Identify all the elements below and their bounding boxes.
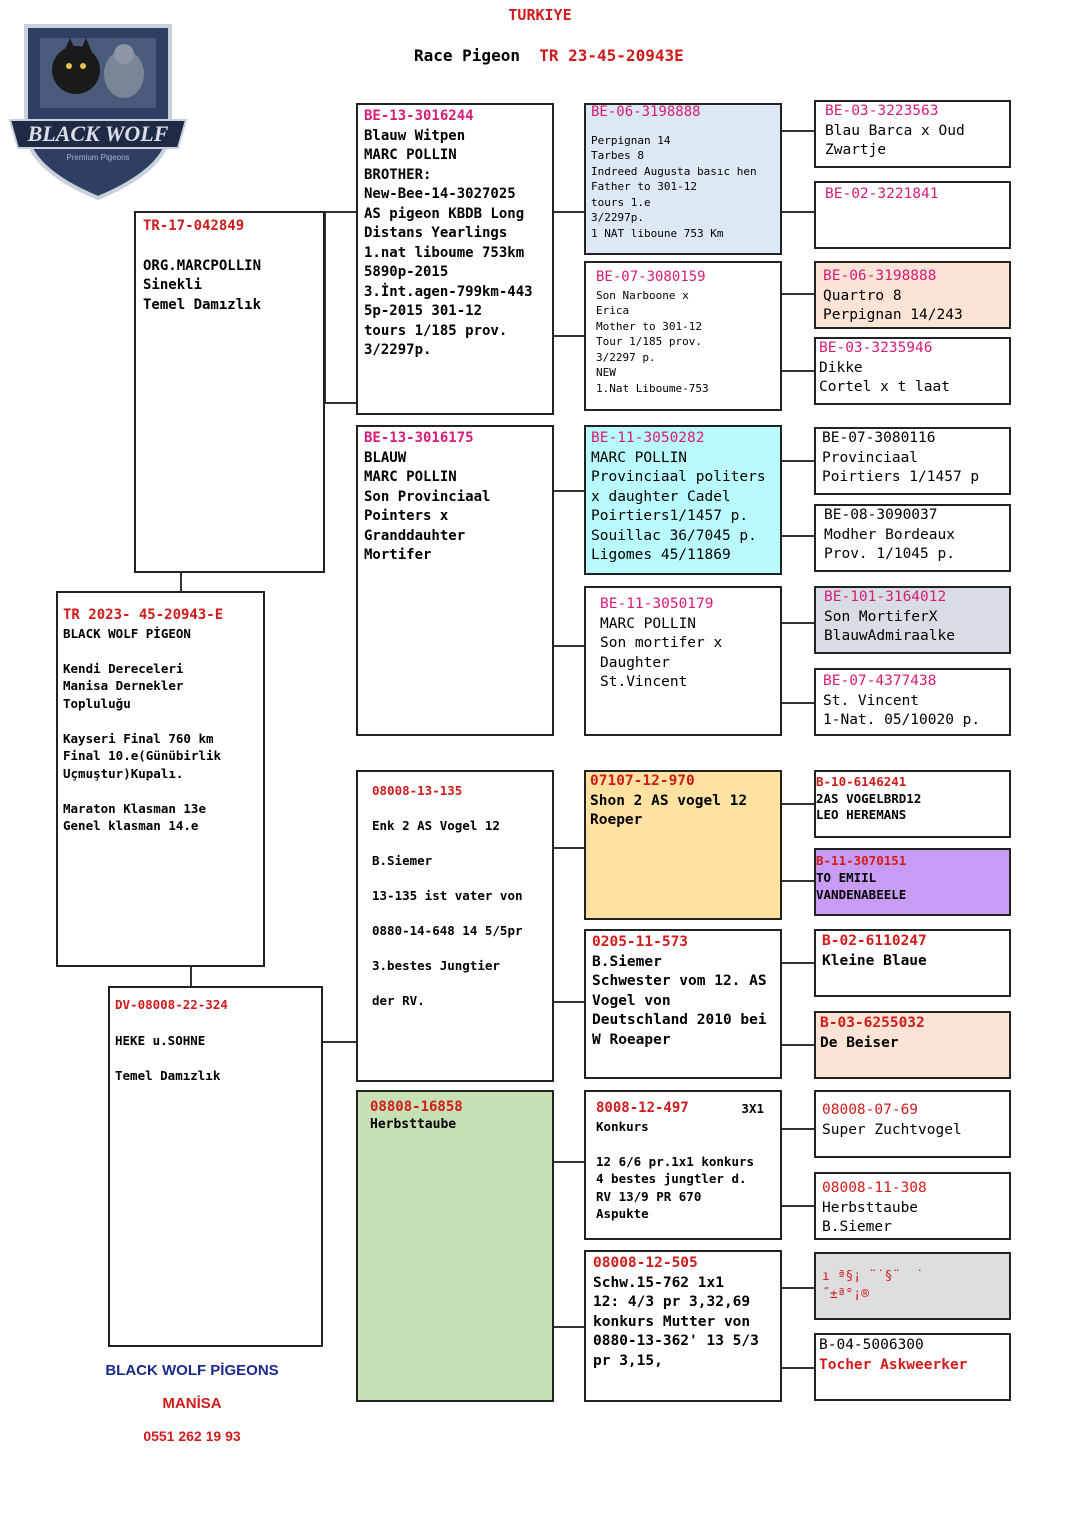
logo-text: BLACK WOLF — [27, 121, 169, 146]
great-grandparent-details: Son Narboone x Erica Mother to 301-12 Tour 1/185 prov. 3/2297 p. NEW 1.Nat Liboume-753 — [596, 288, 709, 395]
sire-ring-number: TR-17-042849 — [143, 218, 245, 234]
grandparent-details: BLAUW MARC POLLIN Son Provinciaal Pointers x Granddauhter Mortifer — [364, 449, 491, 563]
great-grandparent-ring-number: BE-11-3050179 — [600, 596, 714, 612]
great-grandparent-card — [584, 1250, 782, 1402]
dam-details: HEKE u.SOHNE Temel Damızlık — [115, 1032, 221, 1083]
ancestor-card — [814, 586, 1011, 654]
footer-name: BLACK WOLF PİGEONS — [105, 1362, 279, 1379]
great-grandparent-ring-number: BE-11-3050282 — [591, 430, 705, 446]
subject-card — [56, 591, 265, 967]
great-grandparent-details: Konkurs 12 6/6 pr.1x1 konkurs 4 bestes jungtler d. RV 13/9 PR 670 Aspukte — [596, 1118, 755, 1221]
great-grandparent-details: Shon 2 AS vogel 12 Roeper — [590, 792, 748, 828]
ancestor-card — [814, 337, 1011, 405]
ancestor-card — [814, 1172, 1011, 1240]
connector-line — [781, 211, 815, 213]
dam-ring-number: DV-08008-22-324 — [115, 997, 228, 1012]
connector-line — [781, 702, 815, 704]
ancestor-details: Blau Barca x Oud Zwartje — [825, 122, 965, 158]
connector-line — [781, 622, 815, 624]
great-grandparent-ring-number: 07107-12-970 — [590, 773, 695, 789]
ancestor-card — [814, 1090, 1011, 1158]
ancestor-ring-number: 08008-07-69 — [822, 1102, 919, 1118]
grandparent-card — [356, 1090, 554, 1402]
ancestor-ring-number: B-10-6146241 — [816, 774, 907, 789]
black-wolf-logo — [6, 8, 190, 202]
ancestor-details: Tocher Askweerker — [819, 1356, 968, 1373]
great-grandparent-ring-number: 08008-12-505 — [593, 1255, 698, 1271]
ancestor-details: Son MortiferX BlauwAdmiraalke — [824, 608, 955, 644]
sire-card — [134, 211, 325, 573]
great-grandparent-card — [584, 425, 782, 575]
grandparent-card — [356, 770, 554, 1082]
great-grandparent-card — [584, 261, 782, 411]
ancestor-ring-number: B-04-5006300 — [819, 1337, 924, 1353]
great-grandparent-ring-number: 0205-11-573 — [592, 934, 689, 950]
connector-line — [781, 130, 815, 132]
connector-line — [553, 1161, 585, 1163]
connector-line — [180, 572, 182, 591]
grandparent-card — [356, 425, 554, 736]
great-grandparent-details: MARC POLLIN Son mortifer x Daughter St.Vincent — [600, 615, 723, 690]
grandparent-ring-number: BE-13-3016175 — [364, 430, 474, 446]
grandparent-card — [356, 103, 554, 415]
ancestor-details: 2AS VOGELBRD12 LEO HEREMANS — [816, 790, 922, 822]
connector-line — [553, 490, 585, 492]
ancestor-ring-number: BE-06-3198888 — [823, 268, 937, 284]
ancestor-ring-number: BE-08-3090037 — [824, 507, 938, 523]
grandparent-details: Enk 2 AS Vogel 12 B.Siemer 13-135 ist vater von 0880-14-648 14 5/5pr 3.bestes Jungtier der RV. — [372, 817, 523, 1008]
ancestor-card — [814, 261, 1011, 329]
great-grandparent-card — [584, 1090, 782, 1240]
ancestor-card — [814, 181, 1011, 249]
ancestor-ring-number: BE-03-3223563 — [825, 103, 939, 119]
great-grandparent-details: Schw.15-762 1x1 12: 4/3 pr 3,32,69 konkurs Mutter von 0880-13-362' 13 5/3 pr 3,15, — [593, 1274, 759, 1369]
dam-card — [108, 986, 323, 1347]
great-grandparent-details: B.Siemer Schwester vom 12. AS Vogel von Deutschland 2010 bei W Roeaper — [592, 953, 767, 1048]
great-grandparent-card — [584, 770, 782, 920]
connector-line — [553, 1326, 585, 1328]
grandparent-details: Blauw Witpen MARC POLLIN BROTHER: New-Bee-14-3027025 AS pigeon KBDB Long Distans Yearlings 1.nat liboume 753km 5890p-2015 3.İnt.agen-799km-443 5p-2015 301-12 tours 1/185 prov. 3/2297p. — [364, 127, 533, 358]
connector-line — [781, 460, 815, 462]
connector-line — [322, 1041, 356, 1043]
ancestor-ring-number: ı ª§¡ ¨˙§¨ ˙ — [822, 1269, 924, 1284]
ancestor-ring-number: 08008-11-308 — [822, 1180, 927, 1196]
grandparent-ring-number: BE-13-3016244 — [364, 108, 474, 124]
connector-line — [781, 370, 815, 372]
great-grandparent-card — [584, 103, 782, 255]
ancestor-details: Provinciaal Poirtiers 1/1457 p — [822, 449, 980, 485]
great-grandparent-details: Perpignan 14 Tarbes 8 Indreed Augusta basıc hen Father to 301-12 tours 1.e 3/2297p. 1 NAT liboune 753 Km — [591, 133, 757, 240]
great-grandparent-details: MARC POLLIN Provinciaal politers x daughter Cadel Poirtiers1/1457 p. Souillac 36/7045 p. Ligomes 45/11869 — [591, 449, 766, 563]
ancestor-ring-number: B-02-6110247 — [822, 933, 927, 949]
grandparent-details: Herbsttaube — [370, 1117, 457, 1132]
ancestor-card — [814, 1252, 1011, 1320]
connector-line — [553, 211, 585, 213]
connector-line — [781, 535, 815, 537]
logo-subtext: Premium Pigeons — [66, 153, 130, 162]
connector-line — [781, 880, 815, 882]
great-grandparent-ring-number: BE-06-3198888 — [591, 104, 701, 120]
ancestor-details: Modher Bordeaux Prov. 1/1045 p. — [824, 526, 955, 562]
country-title: TURKIYE — [508, 6, 572, 24]
ancestor-ring-number: BE-101-3164012 — [824, 589, 947, 605]
ancestor-details: TO EMIIL VANDENABEELE — [816, 870, 907, 902]
connector-line — [781, 1128, 815, 1130]
connector-line — [781, 1044, 815, 1046]
ancestor-card — [814, 1011, 1011, 1079]
title-ring-number: TR 23-45-20943E — [539, 46, 684, 65]
ancestor-details: Herbsttaube B.Siemer — [822, 1199, 919, 1235]
ancestor-details: St. Vincent 1-Nat. 05/10020 p. — [823, 692, 981, 728]
connector-line — [553, 1001, 585, 1003]
ancestor-details: Kleine Blaue — [822, 952, 927, 969]
great-grandparent-card — [584, 586, 782, 736]
connector-line — [781, 803, 815, 805]
great-grandparent-ring-code: 8008-12-497 — [596, 1100, 689, 1116]
ancestor-details: ˝±ª°¡® — [822, 1287, 869, 1302]
connector-line — [781, 1287, 815, 1289]
ancestor-details: Super Zuchtvogel — [822, 1121, 962, 1138]
ancestor-ring-number: BE-07-4377438 — [823, 673, 937, 689]
ancestor-ring-number: BE-02-3221841 — [825, 186, 939, 202]
ancestor-details: Dikke Cortel x t laat — [819, 359, 950, 395]
ancestor-card — [814, 427, 1011, 495]
shield-icon — [6, 8, 190, 202]
ancestor-card — [814, 929, 1011, 997]
great-grandparent-card — [584, 929, 782, 1079]
ancestor-card — [814, 668, 1011, 736]
ancestor-ring-number: BE-03-3235946 — [819, 340, 933, 356]
grandparent-ring-number: 08808-16858 — [370, 1099, 463, 1115]
subject-details: BLACK WOLF PİGEON Kendi Dereceleri Manisa Dernekler Topluluğu Kayseri Final 760 km Final 10.e(Günübirlik Uçmuştur)Kupalı. Maraton Klasman 13e Genel klasman 14.e — [63, 625, 222, 833]
connector-line — [781, 1205, 815, 1207]
ancestor-ring-number: B-03-6255032 — [820, 1015, 925, 1031]
subject-ring-number: TR 2023- 45-20943-E — [63, 607, 224, 623]
sire-details: ORG.MARCPOLLIN Sinekli Temel Damızlık — [143, 257, 262, 313]
connector-line — [553, 847, 585, 849]
ancestor-card — [814, 504, 1011, 572]
pedigree-title — [414, 46, 684, 65]
great-grandparent-extra: 3X1 — [741, 1101, 764, 1116]
connector-line — [190, 966, 192, 986]
ancestor-details: Quartro 8 Perpignan 14/243 — [823, 287, 963, 323]
great-grandparent-ring-number — [596, 1100, 770, 1118]
ancestor-details: De Beiser — [820, 1034, 899, 1051]
connector-line — [781, 293, 815, 295]
footer-city: MANİSA — [162, 1395, 222, 1412]
ancestor-card — [814, 1333, 1011, 1401]
grandparent-ring-number: 08008-13-135 — [372, 783, 463, 798]
ancestor-ring-number: B-11-3070151 — [816, 853, 907, 868]
footer-phone: 0551 262 19 93 — [143, 1428, 241, 1444]
connector-line — [553, 645, 585, 647]
connector-line — [324, 402, 356, 404]
ancestor-ring-number: BE-07-3080116 — [822, 430, 936, 446]
connector-line — [324, 211, 356, 213]
ancestor-card — [814, 848, 1011, 916]
ancestor-card — [814, 100, 1011, 168]
great-grandparent-ring-number: BE-07-3080159 — [596, 269, 706, 285]
ancestor-card — [814, 770, 1011, 838]
connector-line — [781, 1367, 815, 1369]
title-label: Race Pigeon — [414, 46, 520, 65]
connector-line — [553, 335, 585, 337]
connector-line — [781, 962, 815, 964]
